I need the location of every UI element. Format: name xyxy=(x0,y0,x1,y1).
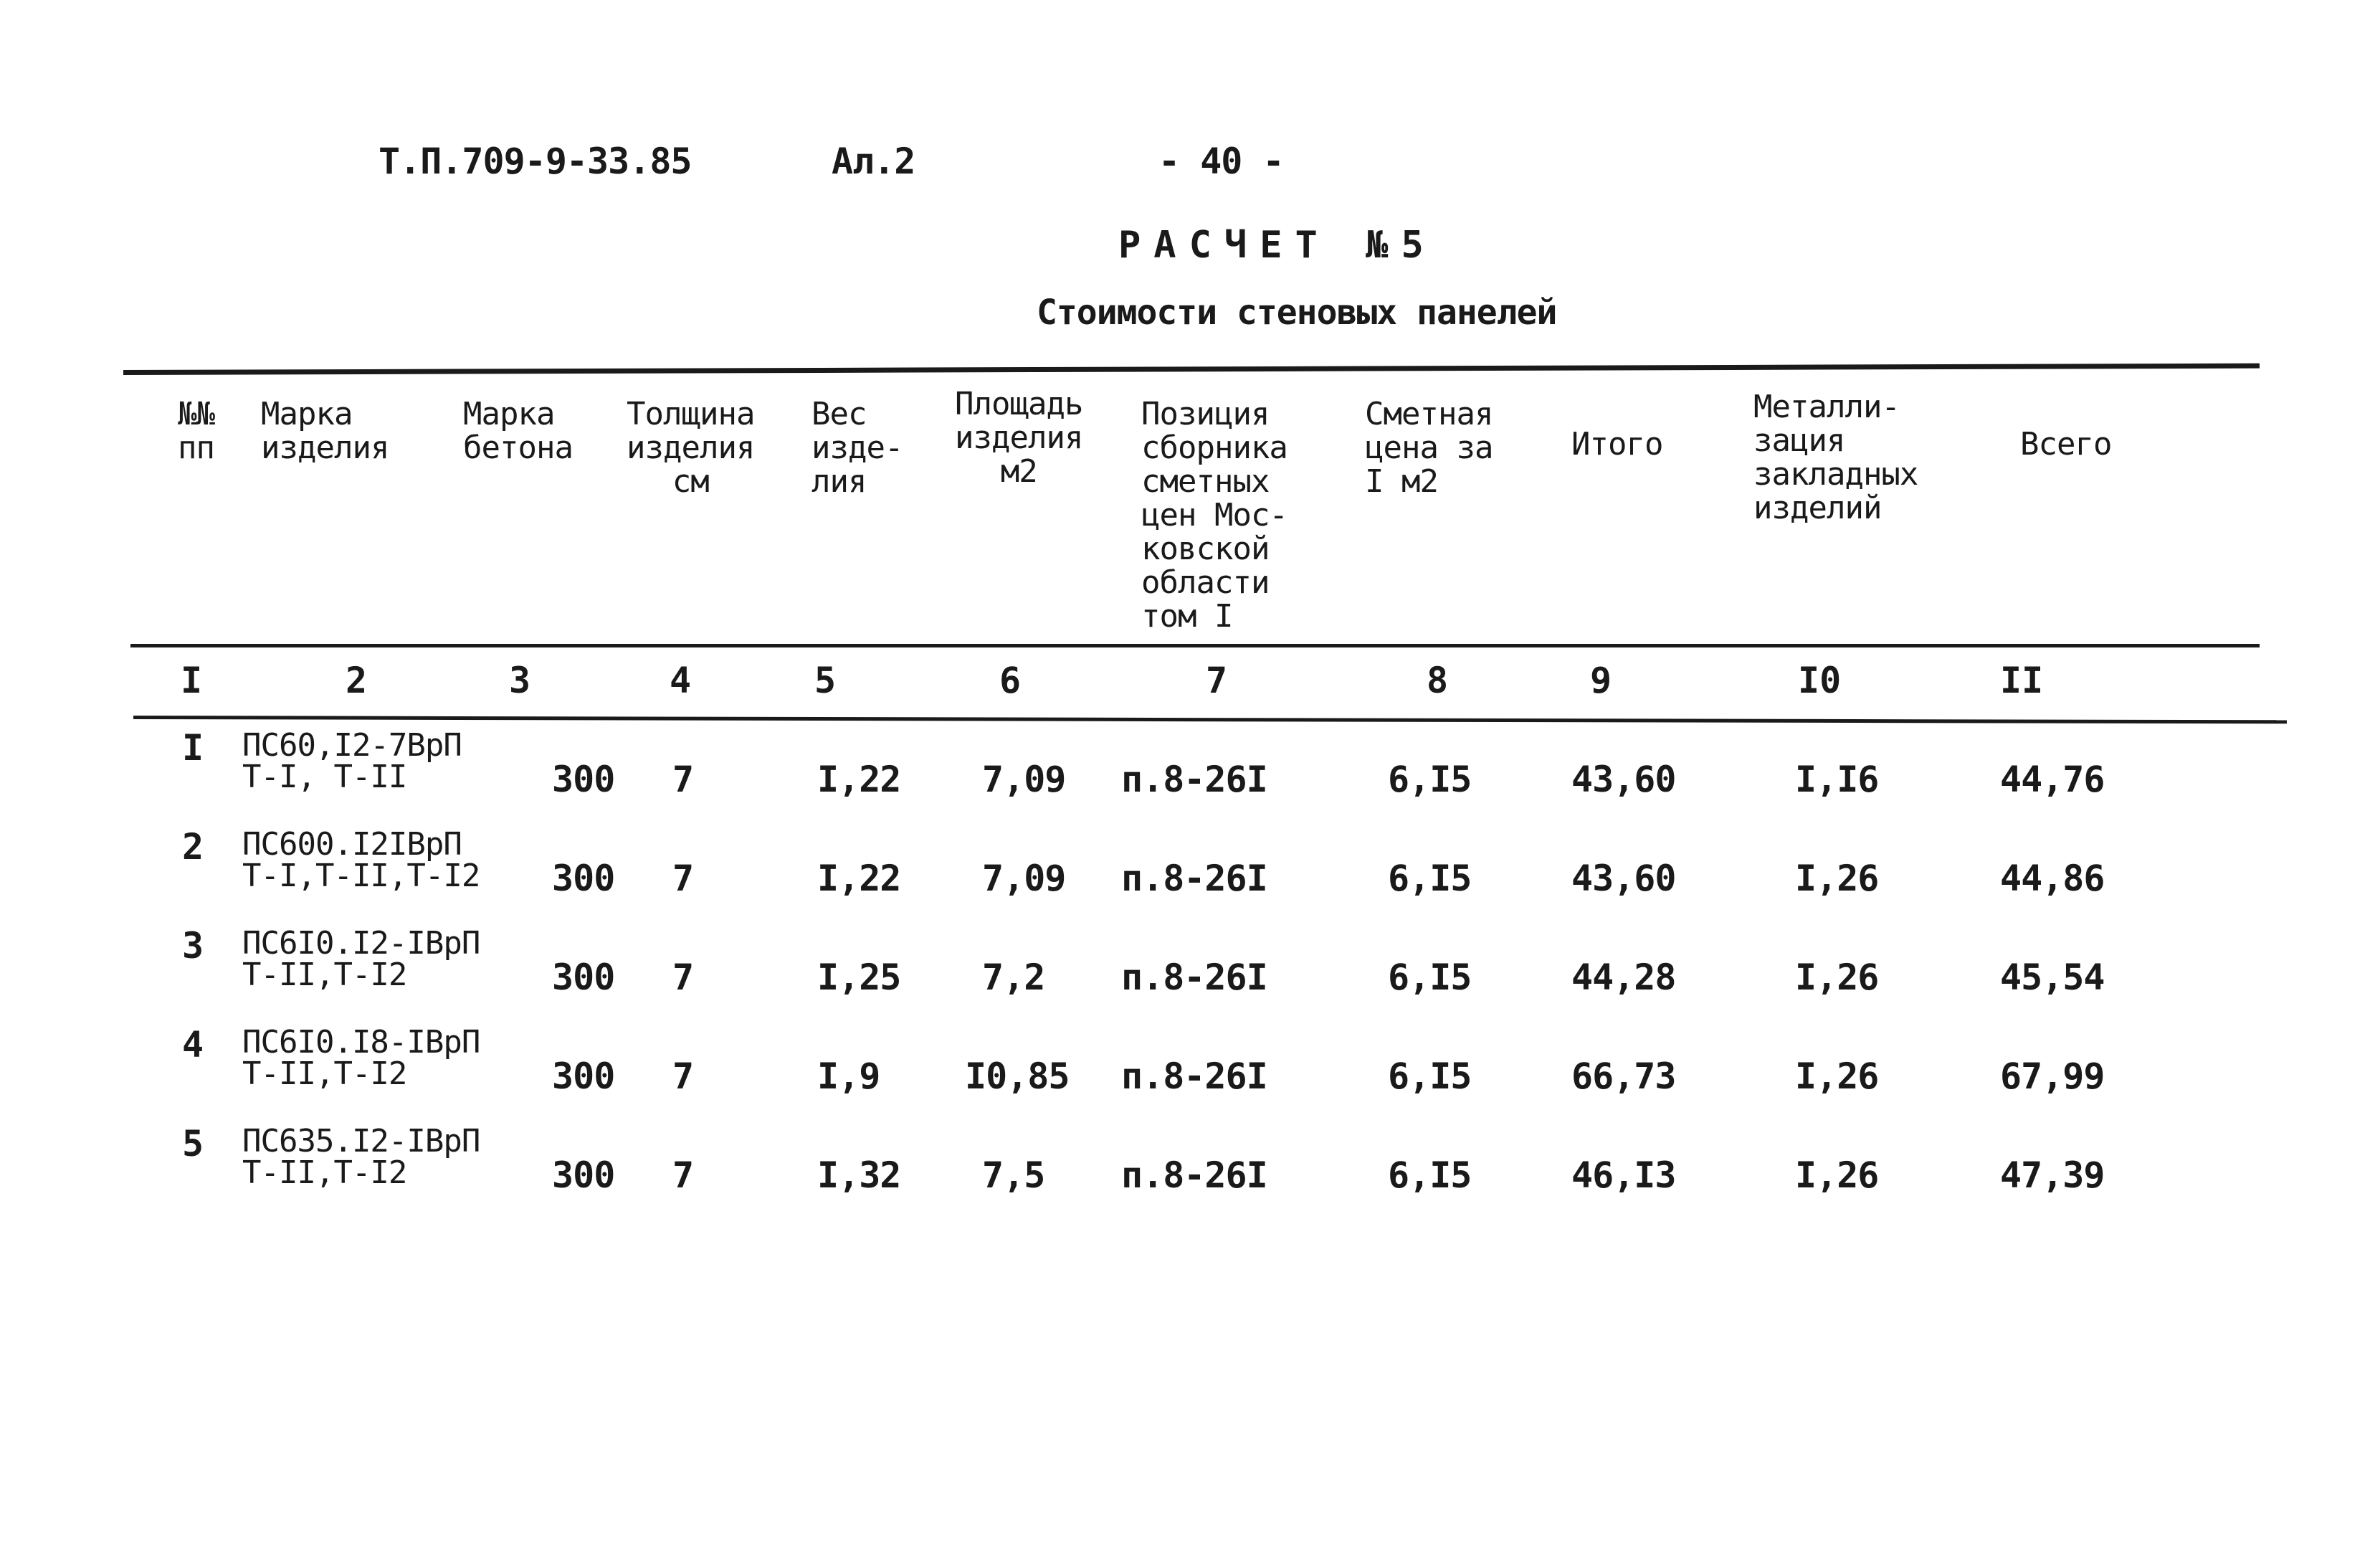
column-header-position: Позиция сборника сметных цен Мос- ковской области том I xyxy=(1141,396,1287,635)
area: I0,85 xyxy=(965,1055,1070,1097)
column-number: 3 xyxy=(509,660,531,701)
subtotal: 44,28 xyxy=(1571,957,1676,998)
grand-total: 44,86 xyxy=(2000,858,2105,899)
metallization-cost: I,I6 xyxy=(1795,759,1879,800)
thickness: 7 xyxy=(672,1055,694,1097)
unit-price: 6,I5 xyxy=(1388,1154,1472,1196)
concrete-grade: 300 xyxy=(552,759,615,800)
concrete-grade: 300 xyxy=(552,957,615,998)
column-number: 2 xyxy=(346,660,368,701)
product-mark: ПС60,I2-7ВрП Т-I, Т-II xyxy=(242,727,462,795)
unit-price: 6,I5 xyxy=(1388,957,1472,998)
column-number: I0 xyxy=(1798,660,1842,701)
thickness: 7 xyxy=(672,1154,694,1196)
column-number: 5 xyxy=(814,660,837,701)
column-header-subtotal: Итого xyxy=(1571,426,1663,462)
grand-total: 44,76 xyxy=(2000,759,2105,800)
product-mark: ПС600.I2IВрП Т-I,Т-II,Т-I2 xyxy=(242,826,480,894)
catalog-position: п.8-26I xyxy=(1121,1055,1267,1097)
catalog-position: п.8-26I xyxy=(1121,957,1267,998)
column-header-total: Всего xyxy=(2020,426,2112,462)
column-header-concrete-grade: Марка бетона xyxy=(463,396,573,466)
area: 7,09 xyxy=(982,759,1066,800)
thickness: 7 xyxy=(672,858,694,899)
column-header-thickness: Толщина изделия см xyxy=(627,396,755,500)
catalog-position: п.8-26I xyxy=(1121,759,1267,800)
concrete-grade: 300 xyxy=(552,858,615,899)
unit-price: 6,I5 xyxy=(1388,759,1472,800)
column-number: I xyxy=(181,660,203,701)
weight: I,9 xyxy=(817,1055,880,1097)
row-number: 4 xyxy=(182,1024,204,1066)
subtotal: 66,73 xyxy=(1571,1055,1676,1097)
metallization-cost: I,26 xyxy=(1795,1154,1879,1196)
column-number: 6 xyxy=(999,660,1022,701)
concrete-grade: 300 xyxy=(552,1154,615,1196)
row-number: I xyxy=(182,727,204,769)
product-mark: ПС6I0.I2-IВрП Т-II,Т-I2 xyxy=(242,925,480,993)
thickness: 7 xyxy=(672,957,694,998)
column-header-no: №№ пп xyxy=(178,396,214,466)
table-numbers-rule xyxy=(133,716,2287,723)
unit-price: 6,I5 xyxy=(1388,858,1472,899)
grand-total: 47,39 xyxy=(2000,1154,2105,1196)
column-number: 8 xyxy=(1427,660,1449,701)
grand-total: 45,54 xyxy=(2000,957,2105,998)
document-code: Т.П.709-9-33.85 xyxy=(379,141,692,182)
catalog-position: п.8-26I xyxy=(1121,858,1267,899)
column-header-product-mark: Марка изделия xyxy=(261,396,389,466)
page-number: - 40 - xyxy=(1158,141,1284,182)
thickness: 7 xyxy=(672,759,694,800)
calculation-subtitle: Стоимости стеновых панелей xyxy=(1037,293,1557,333)
weight: I,22 xyxy=(817,858,901,899)
row-number: 5 xyxy=(182,1123,204,1164)
row-number: 2 xyxy=(182,826,204,868)
weight: I,25 xyxy=(817,957,901,998)
column-number: II xyxy=(2000,660,2044,701)
column-number: 4 xyxy=(670,660,692,701)
subtotal: 43,60 xyxy=(1571,759,1676,800)
weight: I,22 xyxy=(817,759,901,800)
product-mark: ПС635.I2-IВрП Т-II,Т-I2 xyxy=(242,1123,480,1191)
column-header-metallization: Металли- зация закладных изделий xyxy=(1753,389,1918,526)
column-number: 7 xyxy=(1206,660,1228,701)
album-number: Ал.2 xyxy=(832,141,915,182)
subtotal: 46,I3 xyxy=(1571,1154,1676,1196)
column-header-area: Площадь изделия м2 xyxy=(955,386,1083,490)
weight: I,32 xyxy=(817,1154,901,1196)
product-mark: ПС6I0.I8-IВрП Т-II,Т-I2 xyxy=(242,1024,480,1092)
calculation-title: РАСЧЕТ №5 xyxy=(1118,224,1437,267)
metallization-cost: I,26 xyxy=(1795,957,1879,998)
table-header-rule xyxy=(130,644,2260,647)
area: 7,2 xyxy=(982,957,1045,998)
catalog-position: п.8-26I xyxy=(1121,1154,1267,1196)
area: 7,09 xyxy=(982,858,1066,899)
column-header-weight: Вес изде- лия xyxy=(811,396,903,500)
row-number: 3 xyxy=(182,925,204,967)
metallization-cost: I,26 xyxy=(1795,1055,1879,1097)
column-number: 9 xyxy=(1590,660,1612,701)
metallization-cost: I,26 xyxy=(1795,858,1879,899)
unit-price: 6,I5 xyxy=(1388,1055,1472,1097)
column-header-unit-price: Сметная цена за I м2 xyxy=(1365,396,1493,500)
concrete-grade: 300 xyxy=(552,1055,615,1097)
area: 7,5 xyxy=(982,1154,1045,1196)
subtotal: 43,60 xyxy=(1571,858,1676,899)
grand-total: 67,99 xyxy=(2000,1055,2105,1097)
table-top-rule xyxy=(123,364,2260,375)
